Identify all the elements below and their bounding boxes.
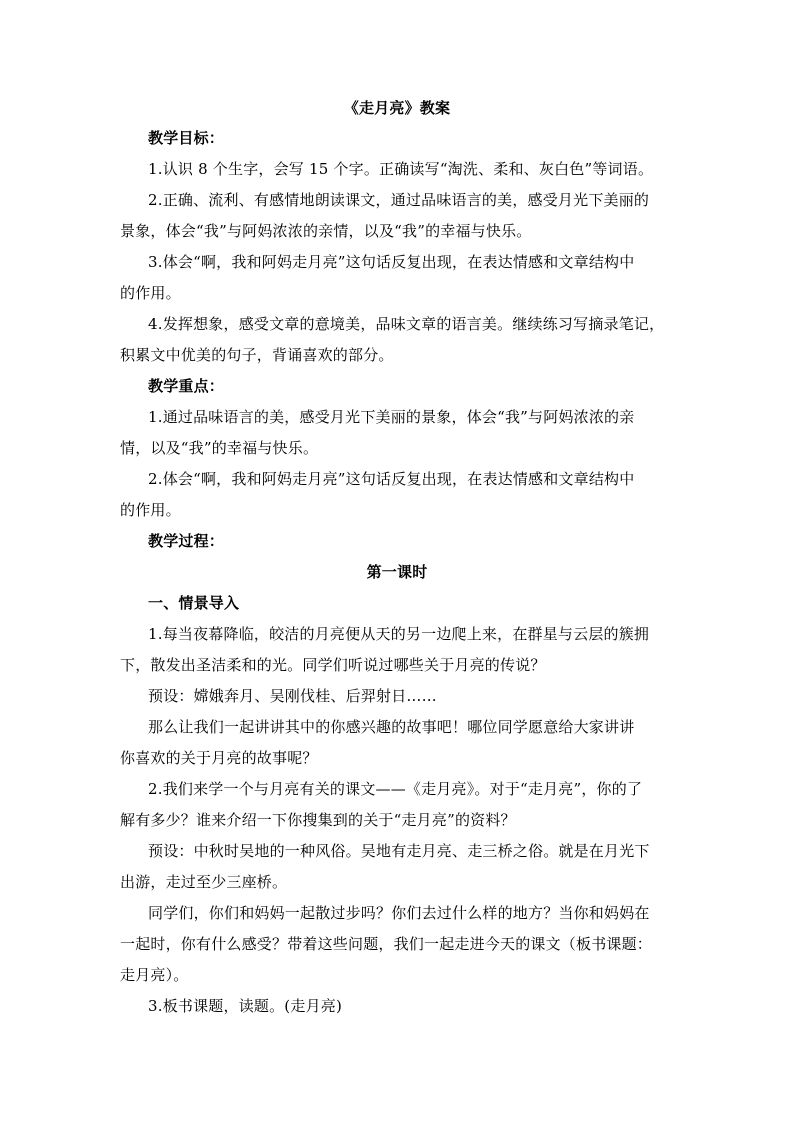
paragraph-6-line-3: 走月亮）。 <box>120 966 189 984</box>
paragraph-1-line-2: 下，散发出圣洁柔和的光。同学们听说过哪些关于月亮的传说？ <box>120 656 546 674</box>
paragraph-4-line-2: 解有多少？谁来介绍一下你搜集到的关于“走月亮”的资料？ <box>120 811 516 829</box>
process-heading: 教学过程： <box>148 532 225 550</box>
paragraph-6-line-1: 同学们，你们和妈妈一起散过步吗？你们去过什么样的地方？当你和妈妈在 <box>148 904 650 922</box>
objective-4-line-1: 4.发挥想象，感受文章的意境美，品味文章的语言美。继续练习写摘录笔记， <box>148 315 665 333</box>
objective-3-line-2: 的作用。 <box>120 284 181 302</box>
paragraph-5-line-1: 预设：中秋时吴地的一种风俗。吴地有走月亮、走三桥之俗。就是在月光下 <box>148 842 650 860</box>
key-point-1-line-2: 情，以及“我”的幸福与快乐。 <box>120 439 319 457</box>
objectives-heading: 教学目标： <box>148 129 225 147</box>
paragraph-2-line-1: 预设：嫦娥奔月、吴刚伐桂、后羿射日…… <box>148 687 437 705</box>
document-title: 《走月亮》教案 <box>343 99 451 117</box>
paragraph-1-line-1: 1.每当夜幕降临，皎洁的月亮便从天的另一边爬上来，在群星与云层的簇拥 <box>148 625 650 643</box>
objective-3-line-1: 3.体会“啊，我和阿妈走月亮”这句话反复出现，在表达情感和文章结构中 <box>148 253 635 271</box>
lesson-title: 第一课时 <box>366 563 428 581</box>
key-points-heading: 教学重点： <box>148 377 225 395</box>
objective-2-line-2: 景象，体会“我”与阿妈浓浓的亲情，以及“我”的幸福与快乐。 <box>120 222 532 240</box>
objective-2-line-1: 2.正确、流利、有感情地朗读课文，通过品味语言的美，感受月光下美丽的 <box>148 191 650 209</box>
paragraph-6-line-2: 一起时，你有什么感受？带着这些问题，我们一起走进今天的课文（板书课题： <box>120 935 653 953</box>
section-heading: 一、情景导入 <box>148 594 240 612</box>
paragraph-4-line-1: 2.我们来学一个与月亮有关的课文——《走月亮》。对于“走月亮”，你的了 <box>148 780 643 798</box>
key-point-2-line-2: 的作用。 <box>120 501 181 519</box>
key-point-2-line-1: 2.体会“啊，我和阿妈走月亮”这句话反复出现，在表达情感和文章结构中 <box>148 470 635 488</box>
key-point-1-line-1: 1.通过品味语言的美，感受月光下美丽的景象，体会“我”与阿妈浓浓的亲 <box>148 408 635 426</box>
paragraph-5-line-2: 出游，走过至少三座桥。 <box>120 873 288 891</box>
paragraph-3-line-2: 你喜欢的关于月亮的故事呢？ <box>120 749 318 767</box>
objective-4-line-2: 积累文中优美的句子，背诵喜欢的部分。 <box>120 346 394 364</box>
objective-1-line-1: 1.认识 8 个生字，会写 15 个字。正确读写“淘洗、柔和、灰白色”等词语。 <box>148 160 654 178</box>
paragraph-7-line-1: 3.板书课题，读题。(走月亮) <box>148 997 343 1015</box>
paragraph-3-line-1: 那么让我们一起讲讲其中的你感兴趣的故事吧！哪位同学愿意给大家讲讲 <box>148 718 635 736</box>
